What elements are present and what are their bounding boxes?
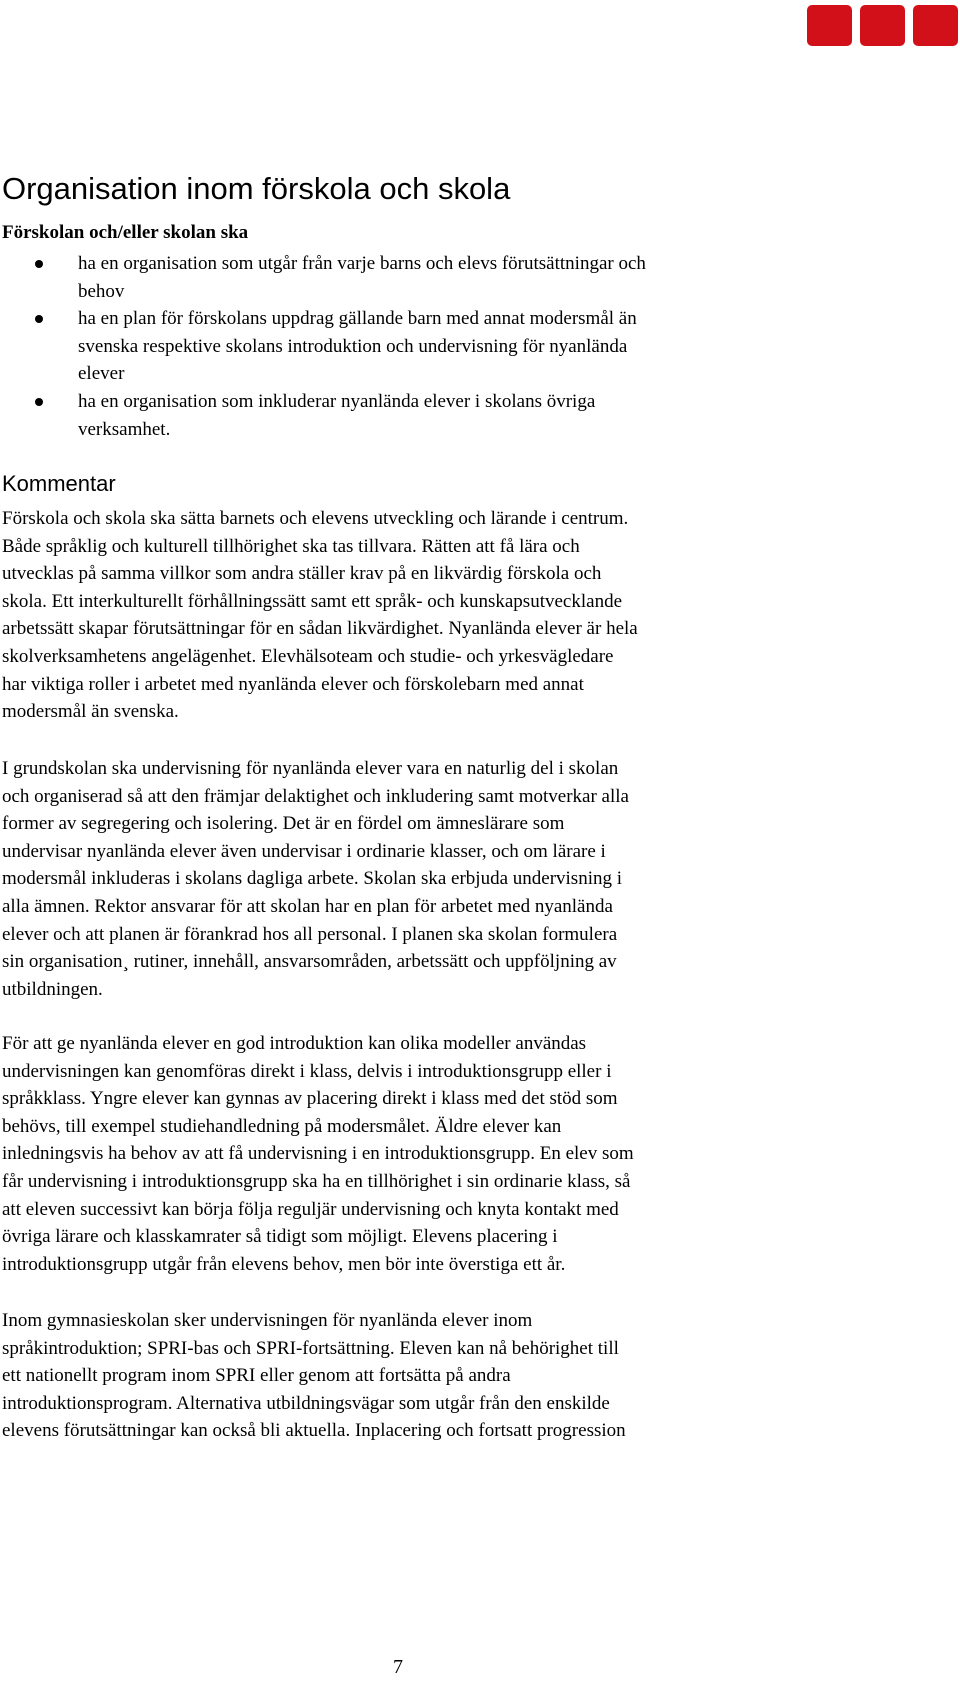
paragraph-line: skolverksamhetens angelägenhet. Elevhälsoteam och studie- och yrkesvägledare	[2, 645, 614, 667]
paragraph-line: behövs, till exempel studiehandledning på modersmålet. Äldre elever kan	[2, 1115, 562, 1137]
paragraph-line: utvecklas på samma villkor som andra ställer krav på en likvärdig förskola och	[2, 563, 602, 585]
paragraph-line: utbildningen.	[2, 978, 103, 1000]
paragraph-line: sin organisation¸ rutiner, innehåll, ansvarsområden, arbetssätt och uppföljning av	[2, 951, 617, 973]
paragraph-line: undervisar nyanlända elever även undervisar i ordinarie klasser, och om lärare i	[2, 840, 606, 862]
logo-block	[860, 5, 905, 46]
paragraph-line: och organiserad så att den främjar delaktighet och inkludering samt motverkar alla	[2, 785, 629, 807]
list-item-line: ha en plan för förskolans uppdrag gällande barn med annat modersmål än	[78, 308, 637, 330]
paragraph-line: introduktionsgrupp utgår från elevens behov, men bör inte överstiga ett år.	[2, 1253, 566, 1275]
paragraph-line: inledningsvis ha behov av att få undervisning i en introduktionsgrupp. En elev som	[2, 1143, 634, 1165]
requirement-list	[0, 250, 820, 443]
list-item	[0, 305, 820, 388]
list-item-line: behov	[78, 280, 125, 302]
bullet-icon	[35, 315, 43, 323]
paragraph-line: elevens förutsättningar kan också bli aktuella. Inplacering och fortsatt progression	[2, 1420, 626, 1442]
paragraph	[2, 755, 808, 1003]
paragraph-line: språkklass. Yngre elever kan gynnas av placering direkt i klass med det stöd som	[2, 1088, 618, 1110]
red-blocks-logo	[807, 5, 958, 46]
logo-block	[807, 5, 852, 46]
paragraph	[2, 1307, 808, 1445]
paragraph-line: arbetssätt skapar förutsättningar för en sådan likvärdighet. Nyanlända elever är hela	[2, 618, 638, 640]
paragraph-line: Inom gymnasieskolan sker undervisningen för nyanlända elever inom	[2, 1310, 533, 1331]
intro-text: Förskolan och/eller skolan ska	[2, 222, 249, 243]
paragraph-line: modersmål än svenska.	[2, 701, 179, 723]
paragraph-line: För att ge nyanlända elever en god introduktion kan olika modeller användas	[2, 1033, 587, 1054]
paragraph-line: introduktionsprogram. Alternativa utbildningsvägar som utgår från den enskilde	[2, 1392, 610, 1414]
bullet-icon	[35, 260, 43, 268]
paragraph	[2, 1030, 808, 1278]
paragraph-line: former av segregering och isolering. Det är en fördel om ämneslärare som	[2, 813, 565, 835]
paragraph-line: övriga lärare och klasskamrater så tidigt som möjligt. Elevens placering i	[2, 1226, 558, 1248]
bullet-icon	[35, 398, 43, 406]
paragraph-line: alla ämnen. Rektor ansvarar för att skolan har en plan för arbetet med nyanlända	[2, 895, 613, 917]
paragraph-line: modersmål inkluderas i skolans dagliga arbete. Skolan ska erbjuda undervisning i	[2, 868, 622, 890]
paragraph-line: Förskola och skola ska sätta barnets och elevens utveckling och lärande i centrum.	[2, 508, 629, 529]
list-item-line: ha en organisation som inkluderar nyanlända elever i skolans övriga	[78, 390, 596, 412]
paragraph-line: I grundskolan ska undervisning för nyanlända elever vara en naturlig del i skolan	[2, 758, 619, 779]
paragraph-line: ett nationellt program inom SPRI eller genom att fortsätta på andra	[2, 1365, 511, 1387]
section-subheading: Kommentar	[2, 471, 116, 496]
logo-block	[913, 5, 958, 46]
list-item-line: ha en organisation som utgår från varje barns och elevs förutsättningar och	[78, 253, 646, 274]
page-number: 7	[393, 1656, 403, 1678]
page-title: Organisation inom förskola och skola	[2, 171, 511, 206]
paragraph	[2, 505, 808, 726]
paragraph-line: undervisningen kan genomföras direkt i klass, delvis i introduktionsgrupp eller i	[2, 1060, 612, 1082]
paragraph-line: elever och att planen är förankrad hos all personal. I planen ska skolan formulera	[2, 923, 618, 945]
list-item-line: verksamhet.	[78, 418, 171, 440]
paragraph-line: Både språklig och kulturell tillhörighet ska tas tillvara. Rätten att få lära och	[2, 535, 580, 557]
list-item	[0, 250, 820, 305]
list-item-line: elever	[78, 363, 125, 385]
paragraph-line: språkintroduktion; SPRI-bas och SPRI-fortsättning. Eleven kan nå behörighet till	[2, 1337, 619, 1359]
paragraph-line: att eleven successivt kan börja följa reguljär undervisning och knyta kontakt med	[2, 1198, 619, 1220]
list-item	[0, 388, 820, 443]
paragraph-line: får undervisning i introduktionsgrupp ska ha en tillhörighet i sin ordinarie klass, så	[2, 1170, 631, 1192]
list-item-line: svenska respektive skolans introduktion och undervisning för nyanlända	[78, 335, 628, 357]
paragraph-line: har viktiga roller i arbetet med nyanlända elever och förskolebarn med annat	[2, 673, 584, 695]
paragraph-line: skola. Ett interkulturellt förhållningssätt samt ett språk- och kunskapsutvecklande	[2, 590, 622, 612]
